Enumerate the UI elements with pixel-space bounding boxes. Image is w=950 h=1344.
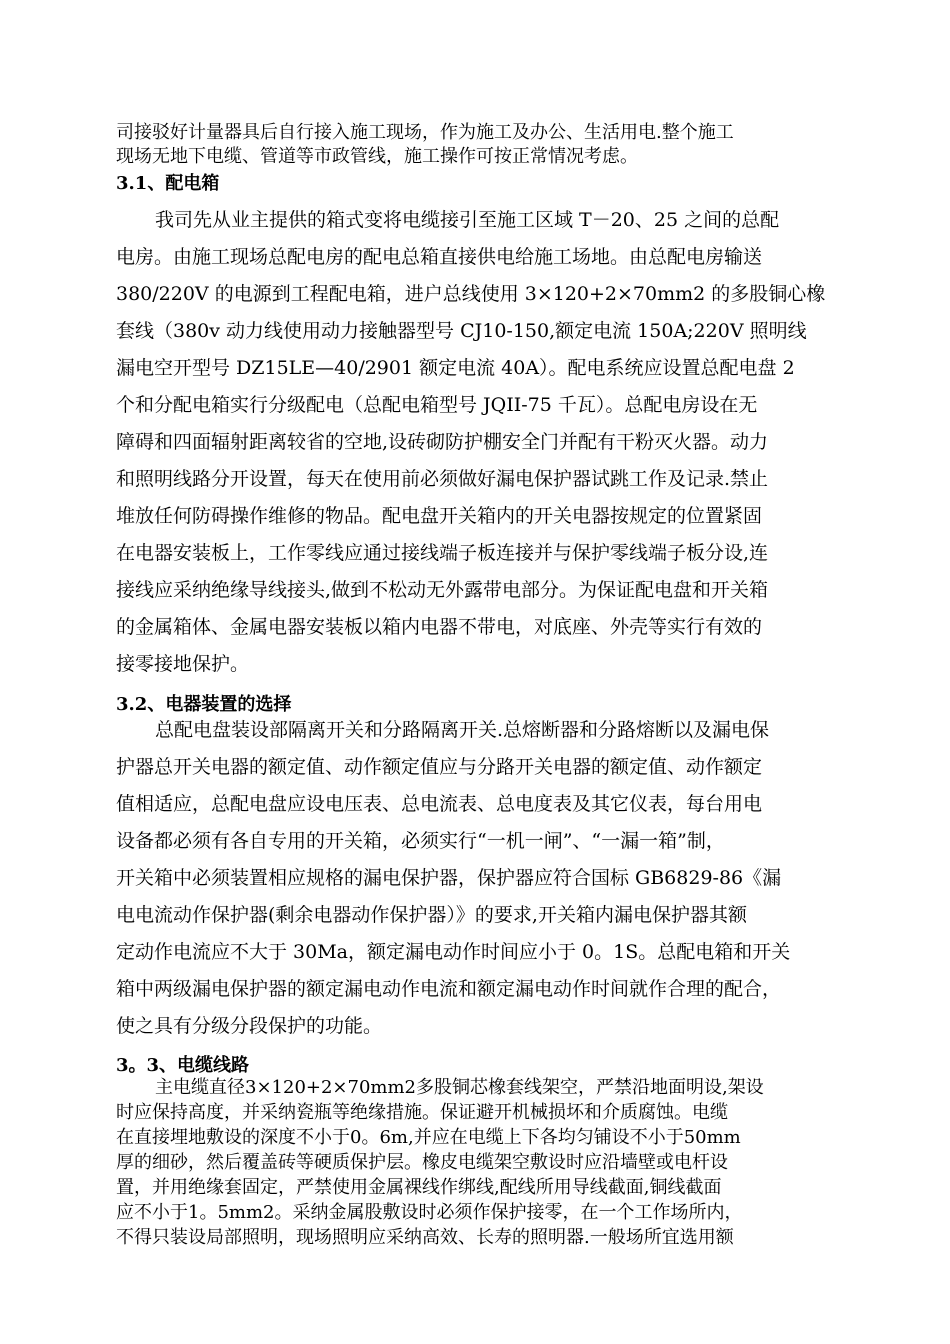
paragraph-line: 主电缆直径3×120+2×70mm2多股铜芯橡套线架空，严禁沿地面明设,架设 xyxy=(155,1077,764,1098)
paragraph-line: 在直接埋地敷设的深度不小于0。6m,并应在电缆上下各均匀铺设不小于50mm xyxy=(116,1127,741,1148)
paragraph-line: 现场无地下电缆、管道等市政管线，施工操作可按正常情况考虑。 xyxy=(116,146,638,167)
paragraph-line: 个和分配电箱实行分级配电（总配电箱型号 JQII-75 千瓦）。总配电房设在无 xyxy=(116,394,758,416)
paragraph-line: 箱中两级漏电保护器的额定漏电动作电流和额定漏电动作时间就作合理的配合， xyxy=(116,978,782,1000)
paragraph-line: 总配电盘装设部隔离开关和分路隔离开关.总熔断器和分路熔断以及漏电保 xyxy=(155,719,770,741)
paragraph-line: 置，并用绝缘套固定，严禁使用金属裸线作绑线,配线所用导线截面,铜线截面 xyxy=(116,1177,722,1198)
paragraph-line: 漏电空开型号 DZ15LE—40/2901 额定电流 40A）。配电系统应设置总配电盘 2 xyxy=(116,357,795,379)
paragraph-line: 在电器安装板上，工作零线应通过接线端子板连接并与保护零线端子板分设,连 xyxy=(116,542,769,564)
paragraph-line: 接零接地保护。 xyxy=(116,653,250,675)
section-heading: 3.2、电器装置的选择 xyxy=(116,694,292,715)
paragraph-line: 380/220V 的电源到工程配电箱，进户总线使用 3×120+2×70mm2 的多股铜心橡 xyxy=(116,283,826,305)
paragraph-line: 使之具有分级分段保护的功能。 xyxy=(116,1015,383,1037)
paragraph-line: 开关箱中必须装置相应规格的漏电保护器，保护器应符合国标 GB6829-86《漏 xyxy=(116,867,782,889)
paragraph-line: 和照明线路分开设置，每天在使用前必须做好漏电保护器试跳工作及记录.禁止 xyxy=(116,468,769,490)
section-heading: 3.1、配电箱 xyxy=(116,173,220,194)
paragraph-line: 设备都必须有各自专用的开关箱，必须实行“一机一闸”、“一漏一箱”制， xyxy=(116,830,725,852)
paragraph-line: 定动作电流应不大于 30Ma，额定漏电动作时间应小于 0。1S。总配电箱和开关 xyxy=(116,941,791,963)
paragraph-line: 厚的细砂，然后覆盖砖等硬质保护层。橡皮电缆架空敷设时应沿墙壁或电杆设 xyxy=(116,1152,728,1173)
paragraph-line: 的金属箱体、金属电器安装板以箱内电器不带电，对底座、外壳等实行有效的 xyxy=(116,616,763,638)
paragraph-line: 电电流动作保护器(剩余电器动作保护器）》的要求,开关箱内漏电保护器其额 xyxy=(116,904,747,926)
paragraph-line: 时应保持高度，并采纳瓷瓶等绝缘措施。保证避开机械损坏和介质腐蚀。电缆 xyxy=(116,1102,728,1123)
paragraph-line: 套线（380v 动力线使用动力接触器型号 CJ10-150,额定电流 150A;220V 照明线 xyxy=(116,320,807,342)
section-heading: 3。3、电缆线路 xyxy=(116,1055,250,1076)
paragraph-line: 堆放任何防碍操作维修的物品。配电盘开关箱内的开关电器按规定的位置紧固 xyxy=(116,505,763,527)
paragraph-line: 我司先从业主提供的箱式变将电缆接引至施工区域 T－20、25 之间的总配 xyxy=(155,209,780,231)
paragraph-line: 障碍和四面辐射距离较省的空地,设砖砌防护棚安全门并配有干粉灭火器。动力 xyxy=(116,431,769,453)
paragraph-line: 电房。由施工现场总配电房的配电总箱直接供电给施工场地。由总配电房输送 xyxy=(116,246,763,268)
paragraph-line: 值相适应，总配电盘应设电压表、总电流表、总电度表及其它仪表，每台用电 xyxy=(116,793,763,815)
paragraph-line: 接线应采纳绝缘导线接头,做到不松动无外露带电部分。为保证配电盘和开关箱 xyxy=(116,579,769,601)
paragraph-line: 护器总开关电器的额定值、动作额定值应与分路开关电器的额定值、动作额定 xyxy=(116,756,763,778)
paragraph-line: 应不小于1。5mm2。采纳金属股敷设时必须作保护接零，在一个工作场所内， xyxy=(116,1202,743,1223)
paragraph-line: 司接驳好计量器具后自行接入施工现场，作为施工及办公、生活用电.整个施工 xyxy=(116,122,734,143)
paragraph-line: 不得只装设局部照明，现场照明应采纳高效、长寿的照明器.一般场所宜选用额 xyxy=(116,1227,734,1248)
